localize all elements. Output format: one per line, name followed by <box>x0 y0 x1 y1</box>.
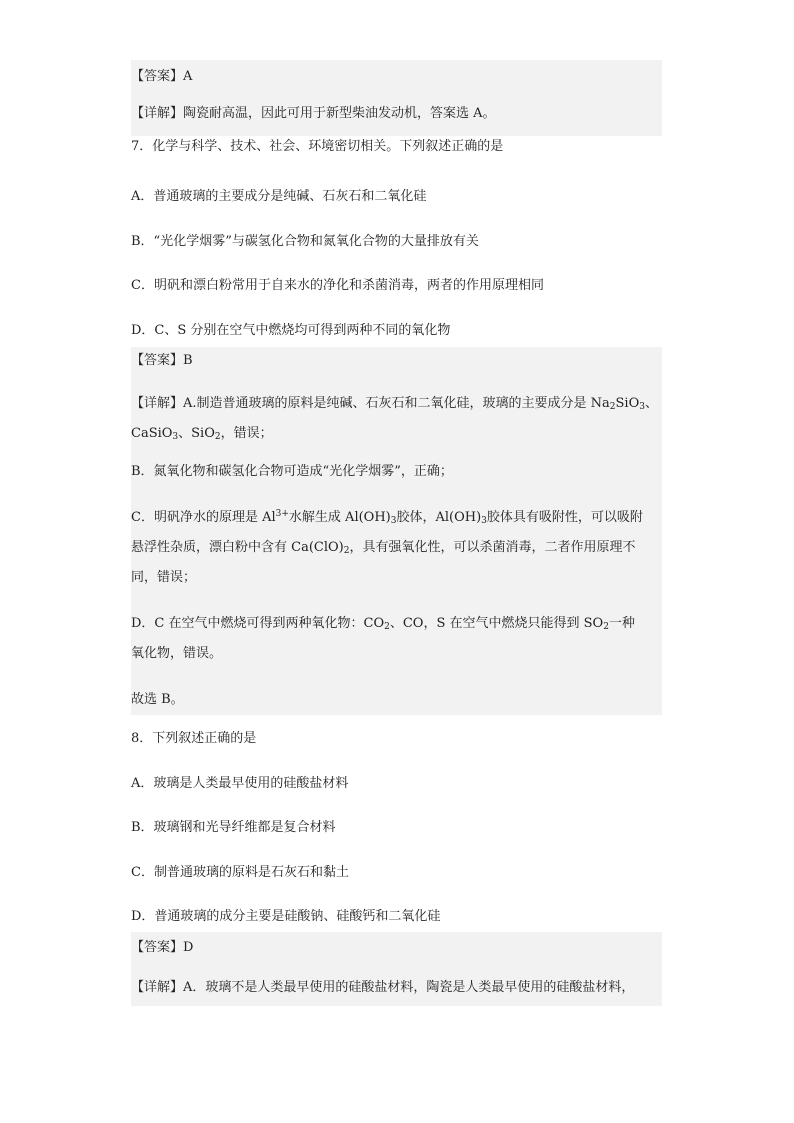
q7-detail-a-text: 【详解】A.制造普通玻璃的原料是纯碱、石灰石和二氧化硅，玻璃的主要成分是 Na <box>131 395 610 411</box>
q7-option-a: A．普通玻璃的主要成分是纯碱、石灰石和二氧化硅 <box>131 189 427 204</box>
q7-detail-d: D．C 在空气中燃烧可得到两种氧化物：$CO_2$、CO，S 在空气中燃烧只能得到 $SO_2$一种 氧化物，错误。 <box>131 615 635 661</box>
q6-answer-block <box>131 60 662 136</box>
q7-option-b: B．“光化学烟雾”与碳氢化合物和氮氧化合物的大量排放有关 <box>131 233 479 249</box>
q7-answer: 【答案】B <box>131 352 193 368</box>
q7-detail-c: C．明矾净水的原理是 $Al^{3+}$水解生成 $Al(OH)_3$胶体，$Al(OH)_3$胶体具有吸附性，可以吸附 悬浮性杂质，漂白粉中含有 $Ca(ClO)_2$，具有强氧化性，可以杀菌消毒，二者作用原理不 同，错误； <box>131 508 643 585</box>
q8-stem: 8．下列叙述正确的是 <box>131 730 257 746</box>
q7-conclusion: 故选 B。 <box>131 691 184 707</box>
q7-answer-block <box>131 347 662 715</box>
q8-answer: 【答案】D <box>131 940 194 955</box>
q8-option-d: D．普通玻璃的成分主要是硅酸钠、硅酸钙和二氧化硅 <box>131 909 441 924</box>
q7-detail-a: 【详解】A.制造普通玻璃的原料是纯碱、石灰石和二氧化硅，玻璃的主要成分是 $Na_2SiO_3$、 CaSiO$_3$、SiO$_2$，错误； <box>131 395 658 442</box>
q6-detail: 【详解】陶瓷耐高温，因此可用于新型柴油发动机，答案选 A。 <box>131 106 496 121</box>
q7-option-d: D．C、S 分别在空气中燃烧均可得到两种不同的氧化物 <box>131 322 451 338</box>
q8-answer-block <box>131 932 662 1006</box>
document-content <box>131 60 662 1006</box>
q7-option-c: C．明矾和漂白粉常用于自来水的净化和杀菌消毒，两者的作用原理相同 <box>131 278 544 293</box>
q8-option-b: B．玻璃钢和光导纤维都是复合材料 <box>131 820 336 835</box>
q8-detail: 【详解】A．玻璃不是人类最早使用的硅酸盐材料，陶瓷是人类最早使用的硅酸盐材料， <box>131 980 635 995</box>
q8-option-a: A．玻璃是人类最早使用的硅酸盐材料 <box>131 775 349 791</box>
q7-stem: 7．化学与科学、技术、社会、环境密切相关。下列叙述正确的是 <box>131 139 504 154</box>
q8-option-c: C．制普通玻璃的原料是石灰石和黏土 <box>131 864 349 880</box>
q7-detail-b: B．氮氧化物和碳氢化合物可造成“光化学烟雾”，正确； <box>131 463 453 479</box>
q6-answer: 【答案】A <box>131 69 193 84</box>
